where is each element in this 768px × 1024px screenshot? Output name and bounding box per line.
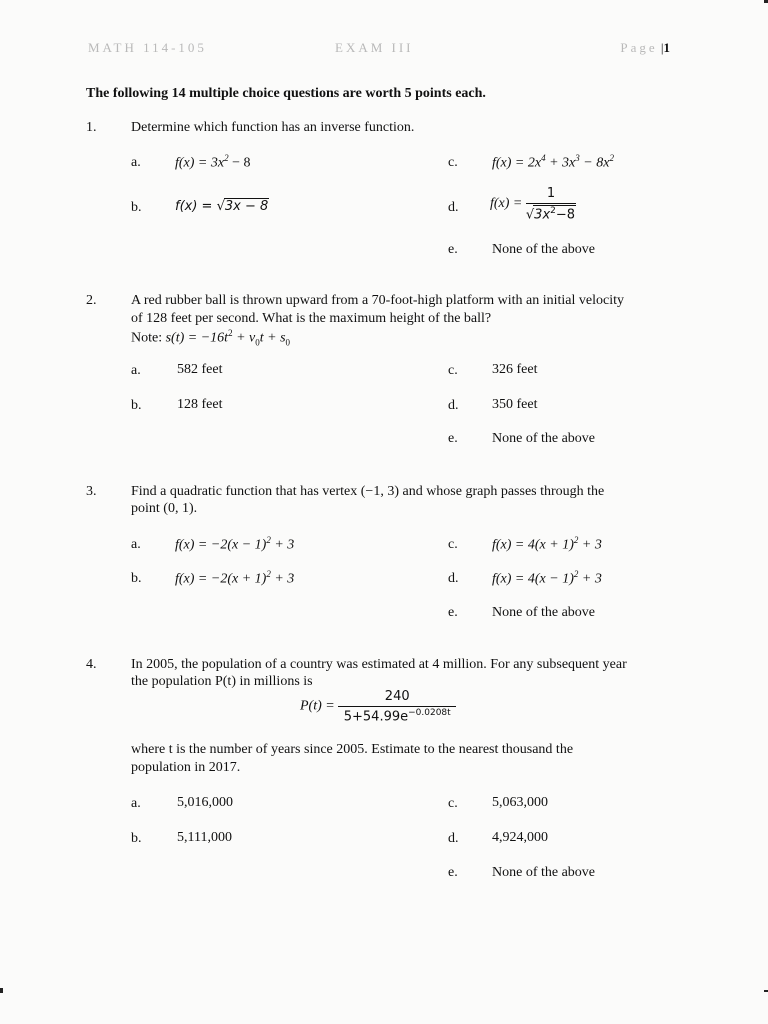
q3-option-c-label: c.	[448, 537, 458, 552]
q4-option-e-text: None of the above	[492, 865, 596, 880]
q1-option-c-expr	[492, 153, 614, 172]
q2-note-sub1: 0	[255, 337, 260, 348]
question-4-formula	[300, 689, 456, 725]
q1-d-den-base: 3x	[534, 206, 551, 222]
q1-d-den-tail: −8	[555, 206, 576, 222]
q2-option-a-label: a.	[131, 363, 141, 378]
q3-option-a-label: a.	[131, 537, 141, 552]
q1-c-m1: + 3x	[545, 155, 576, 171]
q4-formula-denominator	[338, 707, 456, 725]
q1-d-denominator	[526, 204, 576, 223]
q1-c-e3: 2	[609, 153, 614, 163]
q4-option-c-text: 5,063,000	[492, 795, 548, 810]
q1-b-lhs: f(x) =	[175, 199, 217, 214]
question-4-text-line1: In 2005, the population of a country was estimated at 4 million. For any subsequent year	[131, 657, 627, 672]
q2-note-t: t + s	[259, 330, 286, 346]
q1-c-lhs: f(x) = 2x	[492, 155, 542, 171]
q4-formula-lhs: P(t) =	[300, 698, 335, 714]
q3-b-pre: f(x) = −2(x + 1)	[175, 571, 267, 587]
q1-option-b-expr	[175, 198, 269, 215]
q1-option-b-label: b.	[131, 200, 142, 215]
q3-option-b-expr	[175, 569, 294, 588]
q4-formula-fraction	[338, 689, 456, 725]
q3-d-exp: 2	[573, 569, 579, 579]
q1-d-numerator: 1	[526, 186, 576, 204]
q4-option-b-text: 5,111,000	[177, 830, 232, 845]
q2-option-a-text: 582 feet	[177, 362, 223, 377]
question-4-text-line2: the population P(t) in millions is	[131, 674, 313, 689]
q1-option-e-label: e.	[448, 242, 458, 257]
q3-a-post: + 3	[270, 537, 295, 553]
q2-note-mid: + v	[232, 330, 256, 346]
q1-b-sqrt-sign: √	[216, 199, 225, 214]
q3-c-post: + 3	[578, 537, 602, 553]
question-2-text-line2: of 128 feet per second. What is the maximum height of the ball?	[131, 311, 492, 326]
q1-c-e1: 4	[541, 153, 546, 163]
q1-c-e2: 3	[575, 153, 580, 163]
q2-option-b-label: b.	[131, 398, 142, 413]
question-1-text: Determine which function has an inverse function.	[131, 120, 415, 135]
q4-option-d-text: 4,924,000	[492, 830, 548, 845]
q3-b-post: + 3	[270, 571, 295, 587]
q2-option-d-label: d.	[448, 398, 459, 413]
q1-d-sqrt-sign: √	[525, 206, 535, 222]
q1-option-d-expr	[490, 186, 576, 223]
q1-d-den-exp: 2	[550, 205, 556, 216]
header-page-label: Page	[620, 40, 658, 55]
header-page	[620, 40, 670, 56]
question-2-number: 2.	[86, 293, 97, 308]
q2-option-b-text: 128 feet	[177, 397, 223, 412]
question-2-note	[131, 328, 290, 348]
header-course: MATH 114-105	[88, 40, 207, 55]
question-4-number: 4.	[86, 657, 97, 672]
question-4-text-line4: population in 2017.	[131, 760, 241, 775]
q2-option-d-text: 350 feet	[492, 397, 538, 412]
scan-mark-bottom-left	[0, 988, 3, 993]
q2-option-e-text: None of the above	[492, 431, 596, 446]
intro-heading: The following 14 multiple choice questions are worth 5 points each.	[86, 86, 486, 101]
q3-option-e-text: None of the above	[492, 605, 596, 620]
q1-option-c-label: c.	[448, 155, 458, 170]
q3-a-exp: 2	[266, 535, 271, 545]
question-1-number: 1.	[86, 120, 97, 135]
q1-option-e-text: None of the above	[492, 242, 596, 257]
question-4-text-line3: where t is the number of years since 2005. Estimate to the nearest thousand the	[131, 742, 574, 757]
q4-formula-numerator: 240	[338, 689, 456, 707]
q1-option-a-expr	[175, 153, 251, 172]
q3-b-exp: 2	[266, 569, 271, 579]
q1-c-m2: − 8x	[579, 155, 610, 171]
q2-note-prefix: Note:	[131, 330, 166, 346]
q4-option-b-label: b.	[131, 831, 142, 846]
question-2-text-line1: A red rubber ball is thrown upward from a 70-foot-high platform with an initial velocity	[131, 293, 624, 308]
q1-a-lhs: f(x) = 3x	[175, 155, 225, 171]
q3-d-post: + 3	[578, 571, 602, 587]
q4-option-c-label: c.	[448, 796, 458, 811]
q4-option-e-label: e.	[448, 865, 458, 880]
header-page-number: 1	[663, 40, 670, 55]
q4-option-a-text: 5,016,000	[177, 795, 233, 810]
q4-formula-den-base: 5+54.99e	[343, 708, 409, 724]
q3-option-a-expr	[175, 535, 294, 554]
q1-b-radicand: 3x − 8	[224, 199, 269, 214]
q1-d-fraction	[526, 186, 576, 223]
q2-note-exp: 2	[228, 328, 233, 338]
q3-option-c-expr	[492, 535, 602, 554]
q3-option-b-label: b.	[131, 571, 142, 586]
q2-option-c-text: 326 feet	[492, 362, 538, 377]
question-3-number: 3.	[86, 484, 97, 499]
q2-note-sub2: 0	[285, 337, 291, 348]
q1-a-tail: − 8	[228, 155, 251, 171]
q1-option-d-label: d.	[448, 200, 459, 215]
q4-option-d-label: d.	[448, 831, 459, 846]
q1-d-lhs: f(x) =	[490, 195, 523, 211]
q3-option-e-label: e.	[448, 605, 458, 620]
q1-option-a-label: a.	[131, 155, 141, 170]
q4-formula-den-exp: −0.0208t	[408, 707, 451, 718]
q2-option-e-label: e.	[448, 431, 458, 446]
scan-mark-top-right	[764, 0, 768, 3]
q1-d-radicand	[533, 205, 576, 223]
question-3-text-line2: point (0, 1).	[131, 501, 198, 516]
scan-mark-bottom-right	[764, 990, 768, 992]
q4-option-a-label: a.	[131, 796, 141, 811]
question-3-text-line1: Find a quadratic function that has vertex (−1, 3) and whose graph passes through the	[131, 484, 605, 499]
q3-a-pre: f(x) = −2(x − 1)	[175, 537, 267, 553]
q1-a-exp: 2	[224, 153, 229, 163]
q2-note-s: s(t) = −16t	[165, 330, 229, 346]
q3-option-d-expr	[492, 569, 602, 588]
header-page-separator: |	[660, 40, 664, 55]
q3-c-pre: f(x) = 4(x + 1)	[492, 537, 574, 553]
q3-c-exp: 2	[573, 535, 579, 545]
q3-option-d-label: d.	[448, 571, 459, 586]
header-exam: EXAM III	[335, 40, 414, 55]
q3-d-pre: f(x) = 4(x − 1)	[492, 571, 574, 587]
q2-option-c-label: c.	[448, 363, 458, 378]
